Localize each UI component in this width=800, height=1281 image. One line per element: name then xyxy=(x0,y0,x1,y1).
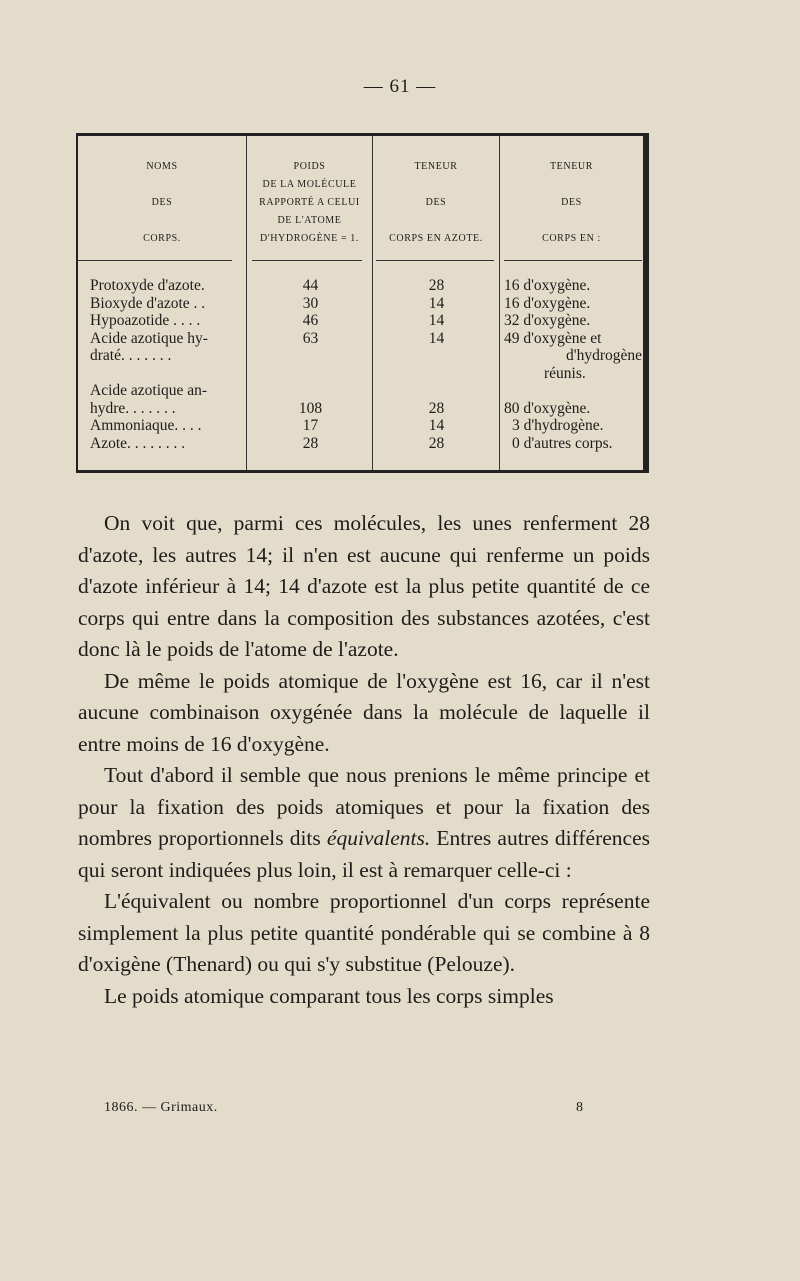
header-nitrogen xyxy=(372,158,500,248)
table-cell: 17 xyxy=(302,417,319,434)
table-cell: Acide azotique an- xyxy=(90,382,208,399)
table-cell: 28 xyxy=(428,277,445,294)
table-cell: Protoxyde d'azote. xyxy=(90,277,205,294)
paragraph: De même le poids atomique de l'oxygène est 16, car il n'est aucune combinaison oxygénée dans la molécule de laquelle il entre moins de 16 d'oxygène. xyxy=(78,668,650,756)
column-nitrogen xyxy=(374,277,499,452)
header-weights xyxy=(246,158,373,248)
header-line: RAPPORTÉ A CELUI xyxy=(259,197,360,208)
table-cell xyxy=(248,347,373,365)
table-cell: hydre. . . . . . . xyxy=(90,399,176,417)
table-cell: 0 d'autres corps. xyxy=(512,434,613,452)
table-cell: 46 xyxy=(302,312,319,329)
column-names xyxy=(90,277,254,452)
paragraph: L'équivalent ou nombre proportionnel d'un corps représente simplement la plus petite quantité pondérable qui se combine à 8 d'oxigène (Thenard) ou qui s'y substitue (Pelouze). xyxy=(78,889,650,976)
table-cell: réunis. xyxy=(544,364,586,382)
paragraph: Le poids atomique comparant tous les corps simples xyxy=(104,983,554,1008)
paragraph: On voit que, parmi ces molécules, les unes renferment 28 d'azote, les autres 14; il n'en est aucune qui renferme un poids d'azote inférieur à 14; 14 d'azote est la plus petite quantité de ce corps qui entre dans la composition des substances azotées, c'est donc là le poids de l'atome de l'azote. xyxy=(78,511,650,661)
table-cell xyxy=(374,365,499,383)
header-rule xyxy=(252,260,362,261)
table-cell xyxy=(504,382,642,400)
table-cell: 14 xyxy=(428,329,445,347)
table-cell: 16 d'oxygène. xyxy=(504,294,591,312)
header-rule xyxy=(504,260,642,261)
header-rule xyxy=(78,260,232,261)
table-cell: 14 xyxy=(428,294,445,312)
header-line: DES xyxy=(151,197,173,208)
header-rule xyxy=(376,260,494,261)
paragraph-text: Entres autres différences qui seront indiquées plus loin, il est à remarquer celle-ci : xyxy=(78,826,650,882)
table-cell: 80 d'oxygène. xyxy=(504,399,591,417)
table-cell xyxy=(248,365,373,383)
header-line: TENEUR xyxy=(414,161,458,172)
paragraph xyxy=(78,760,650,886)
table-cell xyxy=(374,347,499,365)
table-cell: 44 xyxy=(302,277,319,294)
page-number: — 61 — xyxy=(363,76,437,97)
table-cell: 32 d'oxygène. xyxy=(504,312,591,329)
table-cell: Bioxyde d'azote . . xyxy=(90,294,206,312)
table-cell: 14 xyxy=(428,417,445,434)
body-text xyxy=(78,508,650,1012)
paragraph-text: Tout d'abord il semble que nous prenions le même principe et pour la fixation des poids atomiques et pour la fixation des nombres proportionnels dits xyxy=(78,763,650,850)
emphasis-term: équivalents. xyxy=(326,826,431,850)
table-cell: 49 d'oxygène et xyxy=(504,329,602,347)
header-line: CORPS. xyxy=(143,233,181,244)
header-line: POIDS xyxy=(293,161,326,172)
signature-mark: 8 xyxy=(576,1100,584,1115)
header-line: DES xyxy=(561,197,582,208)
header-line: DE L'ATOME xyxy=(277,215,342,226)
table-cell: 28 xyxy=(302,434,319,452)
column-composition xyxy=(504,277,642,452)
table-cell: draté. . . . . . . xyxy=(90,347,172,364)
table-cell: 30 xyxy=(302,294,319,312)
table-cell: 108 xyxy=(298,399,323,417)
table-cell xyxy=(248,382,373,400)
table-cell: Azote. . . . . . . . xyxy=(90,434,186,452)
header-line: DES xyxy=(425,197,447,208)
atomic-weights-table xyxy=(76,133,649,473)
page-footer xyxy=(104,1100,584,1116)
table-cell: Ammoniaque. . . . xyxy=(90,417,202,434)
header-names xyxy=(84,158,240,248)
table-cell: 3 d'hydrogène. xyxy=(512,417,604,434)
table-cell: 63 xyxy=(302,329,319,347)
header-line: NOMS xyxy=(146,161,178,172)
table-cell: d'hydrogène xyxy=(566,347,642,364)
footer-imprint: 1866. — Grimaux. xyxy=(104,1100,218,1115)
header-line: D'HYDROGÈNE = 1. xyxy=(260,233,359,244)
table-cell: 28 xyxy=(428,399,445,417)
table-cell: 28 xyxy=(428,434,445,452)
table-cell xyxy=(374,382,499,400)
column-weights xyxy=(248,277,373,452)
header-line: TENEUR xyxy=(549,161,594,172)
table-cell: Acide azotique hy- xyxy=(90,329,208,347)
header-line: CORPS EN : xyxy=(542,233,601,244)
header-line: DE LA MOLÉCULE xyxy=(262,179,357,190)
header-line: CORPS EN AZOTE. xyxy=(389,233,483,244)
table-cell: 14 xyxy=(428,312,445,329)
table-cell xyxy=(90,365,254,383)
table-cell: 16 d'oxygène. xyxy=(504,277,591,294)
table-cell: Hypoazotide . . . . xyxy=(90,312,201,329)
header-composition xyxy=(499,158,644,248)
